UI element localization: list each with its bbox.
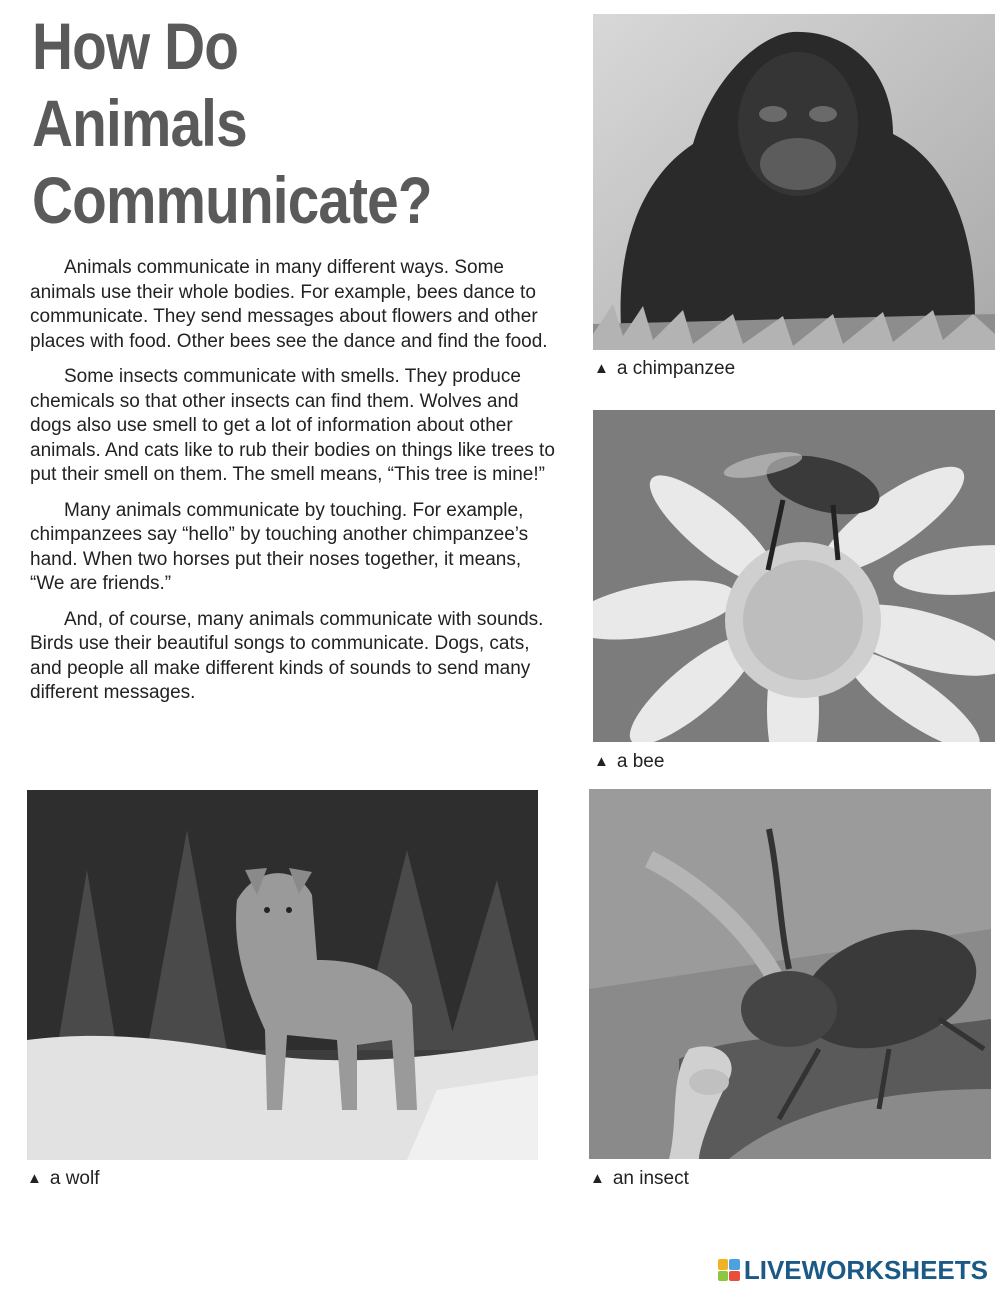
caption-text: an insect [612, 1168, 689, 1189]
caption-text: a chimpanzee [616, 358, 736, 379]
title-line-1: How Do [32, 9, 239, 83]
caption-text: a bee [616, 751, 665, 772]
triangle-marker-icon: ▲ [27, 1170, 42, 1187]
bee-photo [593, 410, 995, 742]
wolf-photo [27, 790, 538, 1160]
chimpanzee-caption [594, 358, 735, 380]
liveworksheets-logo-icon [718, 1259, 740, 1281]
caption-text: a wolf [49, 1168, 100, 1189]
insect-photo [589, 789, 991, 1159]
paragraph: Animals communicate in many different ways. Some animals use their whole bodies. For example, bees dance to communicate. They send messages about flowers and other places with food. Other bees see the dance and find the food. [30, 257, 548, 352]
triangle-marker-icon: ▲ [594, 753, 609, 770]
logo-square [718, 1259, 729, 1270]
chimpanzee-photo [593, 14, 995, 350]
triangle-marker-icon: ▲ [594, 360, 609, 377]
wolf-caption [27, 1168, 100, 1190]
article-body [30, 256, 555, 717]
paragraph: Many animals communicate by touching. For example, chimpanzees say “hello” by touching another chimpanzee’s hand. When two horses put their noses together, it means, “We are friends.” [30, 499, 529, 594]
paragraph: And, of course, many animals communicate with sounds. Birds use their beautiful songs to communicate. Dogs, cats, and people all make different kinds of sounds to send many different messages. [30, 608, 544, 703]
page-title [32, 8, 479, 239]
logo-square [729, 1259, 740, 1270]
logo-square [718, 1271, 729, 1282]
bee-caption [594, 751, 664, 773]
title-line-2: Animals [32, 86, 247, 160]
title-line-3: Communicate? [32, 163, 432, 237]
paragraph: Some insects communicate with smells. They produce chemicals so that other insects can find them. Wolves and dogs also use smell to get a lot of information about other animals. And cats like to rub their bodies on things like trees to put their smell on them. The smell means, “This tree is mine!” [30, 366, 555, 485]
brand-name: LIVEWORKSHEETS [743, 1254, 988, 1285]
liveworksheets-brand [718, 1255, 988, 1285]
logo-square [729, 1271, 740, 1282]
triangle-marker-icon: ▲ [590, 1170, 605, 1187]
insect-caption [590, 1168, 689, 1190]
